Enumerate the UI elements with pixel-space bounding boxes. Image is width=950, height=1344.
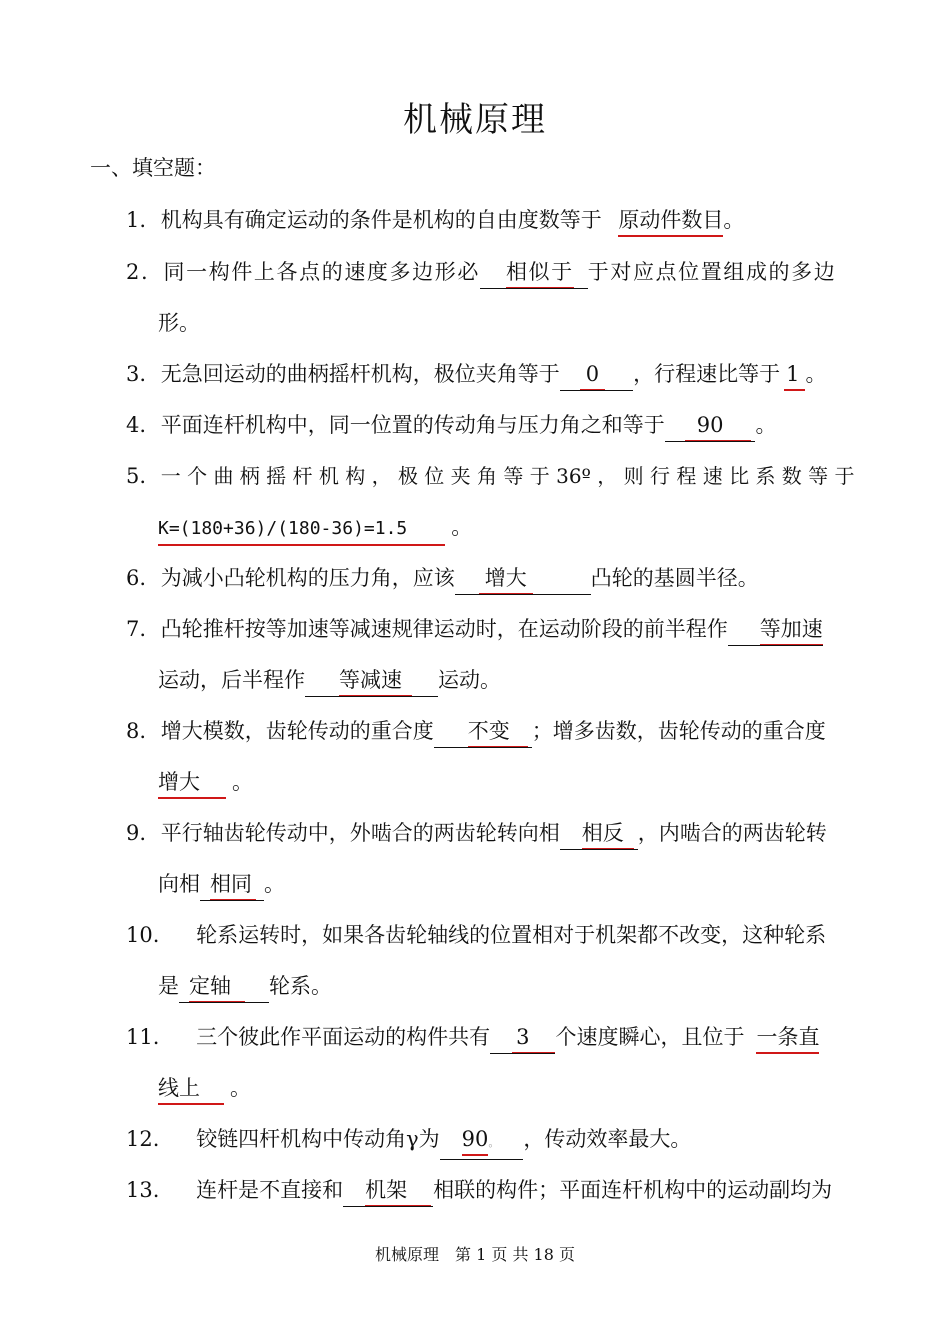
question-7-continued <box>158 662 501 698</box>
question-5 <box>126 458 855 494</box>
answer: 线上 <box>158 1070 224 1106</box>
question-text: 轮系运转时，如果各齿轮轴线的位置相对于机架都不改变，这种轮系 <box>196 923 827 947</box>
question-13 <box>126 1172 832 1208</box>
answer: 等减速 <box>339 662 412 698</box>
question-text: 凸轮的基圆半径。 <box>590 566 759 590</box>
answer: 增大 <box>479 560 533 596</box>
question-number: 13. <box>126 1178 160 1202</box>
question-2 <box>126 254 836 290</box>
question-number: 6. <box>126 566 147 590</box>
question-text: 向相 <box>158 872 200 896</box>
question-number: 4. <box>126 413 147 437</box>
question-number: 2. <box>126 260 150 284</box>
page-title: 机械原理 <box>403 100 547 140</box>
question-8-continued <box>158 764 253 800</box>
answer: 相似于 <box>506 254 574 290</box>
answer-blank <box>434 713 532 749</box>
answer-blank <box>728 611 823 647</box>
answer: 定轴 <box>189 968 245 1004</box>
answer-blank <box>455 560 591 596</box>
section-heading: 一、填空题： <box>90 156 216 180</box>
question-2-continued <box>158 305 200 341</box>
question-4 <box>126 407 776 443</box>
question-9 <box>126 815 827 851</box>
question-text: ，内啮合的两齿轮转 <box>637 821 827 845</box>
question-text: 连杆是不直接和 <box>196 1178 344 1202</box>
question-6 <box>126 560 759 596</box>
question-text: 增大模数，齿轮传动的重合度 <box>160 719 434 743</box>
question-number: 8. <box>126 719 147 743</box>
question-text: 一 个 曲 柄 摇 杆 机 构 ， 极 位 夹 角 等 于 36º ， 则 行 程 速 比 系 数 等 于 <box>160 464 855 488</box>
answer: 增大 <box>158 764 226 800</box>
question-text: 形。 <box>158 311 200 335</box>
question-text: ，行程速比等于 <box>633 362 781 386</box>
answer-blank <box>179 968 269 1004</box>
question-text: 机构具有确定运动的条件是机构的自由度数等于 <box>160 208 602 232</box>
answer-blank <box>200 866 264 902</box>
punctuation: 。 <box>232 770 253 794</box>
question-10-continued <box>158 968 332 1004</box>
question-text: 同一构件上各点的速度多边形必 <box>163 260 480 284</box>
answer: 90 <box>462 1121 489 1157</box>
question-text: 相联的构件；平面连杆机构中的运动副均为 <box>433 1178 833 1202</box>
answer: 一条直 <box>756 1019 819 1055</box>
answer: 不变 <box>468 713 528 749</box>
answer: 相同 <box>210 866 256 902</box>
question-text: 运动。 <box>438 668 501 692</box>
question-text: ，传动效率最大。 <box>523 1127 692 1151</box>
question-9-continued <box>158 866 285 902</box>
question-number: 3. <box>126 362 147 386</box>
answer-blank <box>560 356 633 392</box>
question-5-continued <box>158 509 472 547</box>
question-text: ；增多齿数，齿轮传动的重合度 <box>531 719 826 743</box>
question-text: 于对应点位置组成的多边 <box>587 260 837 284</box>
answer: 原动件数目 <box>618 202 723 238</box>
answer: 相反 <box>582 815 634 851</box>
question-7 <box>126 611 823 647</box>
answer-blank <box>305 662 438 698</box>
punctuation: 。 <box>805 362 827 386</box>
question-3 <box>126 356 826 392</box>
question-text: 是 <box>158 974 179 998</box>
answer-blank <box>490 1019 555 1055</box>
question-text: 凸轮推杆按等加速等减速规律运动时，在运动阶段的前半程作 <box>160 617 728 641</box>
question-number: 9. <box>126 821 147 845</box>
answer-blank <box>440 1121 524 1161</box>
answer: 0 <box>580 356 605 392</box>
question-text: 为减小凸轮机构的压力角，应该 <box>160 566 455 590</box>
question-8 <box>126 713 826 749</box>
question-1 <box>126 202 744 238</box>
punctuation: 。 <box>755 413 777 437</box>
question-text: 三个彼此作平面运动的构件共有 <box>196 1025 491 1049</box>
question-text: 运动，后半程作 <box>158 668 305 692</box>
answer-blank <box>665 407 756 443</box>
answer: 机架 <box>365 1172 431 1208</box>
question-number: 1. <box>126 208 147 232</box>
question-text: 平行轴齿轮传动中，外啮合的两齿轮转向相 <box>160 821 560 845</box>
answer: 90 <box>685 407 752 443</box>
question-10 <box>126 917 826 953</box>
question-number: 11. <box>126 1025 160 1049</box>
question-number: 10. <box>126 923 160 947</box>
answer: K=(180+36)/(180-36)=1.5 <box>158 511 445 547</box>
question-11 <box>126 1019 819 1055</box>
question-11-continued <box>158 1070 251 1106</box>
question-text: 铰链四杆机构中传动角γ为 <box>196 1127 440 1151</box>
question-12 <box>126 1121 691 1161</box>
question-text: 无急回运动的曲柄摇杆机构，极位夹角等于 <box>160 362 560 386</box>
answer: 等加速 <box>760 611 823 647</box>
punctuation: 。 <box>451 515 473 539</box>
question-text: 轮系。 <box>269 974 332 998</box>
answer: 1 <box>784 356 805 392</box>
question-number: 5. <box>126 464 147 488</box>
degree-mark: 。 <box>488 1136 500 1149</box>
answer: 3 <box>512 1019 555 1055</box>
answer-blank <box>343 1172 433 1208</box>
answer-blank <box>480 254 588 290</box>
question-number: 7. <box>126 617 147 641</box>
question-text: 平面连杆机构中，同一位置的传动角与压力角之和等于 <box>160 413 665 437</box>
page-footer: 机械原理 第 1 页 共 18 页 <box>375 1245 575 1264</box>
punctuation: 。 <box>230 1076 251 1100</box>
question-number: 12. <box>126 1127 160 1151</box>
answer-blank <box>560 815 638 851</box>
punctuation: 。 <box>264 872 285 896</box>
question-text: 个速度瞬心，且位于 <box>555 1025 745 1049</box>
punctuation: 。 <box>723 208 745 232</box>
